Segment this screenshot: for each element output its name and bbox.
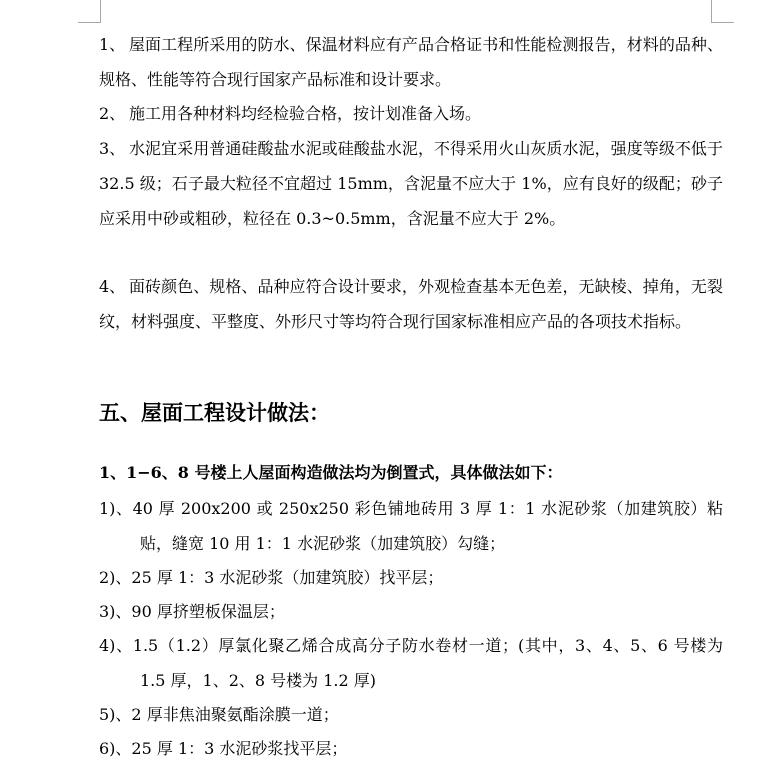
top-right-corner-mark (711, 0, 734, 23)
construction-step-text: 2)、25 厚 1：3 水泥砂浆（加建筑胶）找平层； (99, 568, 444, 587)
construction-step (99, 491, 723, 561)
construction-step (99, 697, 723, 732)
construction-step (99, 628, 723, 698)
requirement-number: 3、 (99, 139, 126, 158)
requirement-number: 4、 (99, 277, 126, 296)
requirement-number: 2、 (99, 104, 126, 123)
construction-step (99, 594, 723, 629)
requirement-text: 面砖颜色、规格、品种应符合设计要求，外观检查基本无色差，无缺棱、掉角，无裂纹，材料强度、平整度、外形尺寸等均符合现行国家标准相应产品的各项技术指标。 (99, 277, 723, 331)
requirement-number: 1、 (99, 35, 126, 54)
requirement-text: 屋面工程所采用的防水、保温材料应有产品合格证书和性能检测报告，材料的品种、规格、性能等符合现行国家产品标准和设计要求。 (99, 35, 723, 89)
construction-step-text: 5)、2 厚非焦油聚氨酯涂膜一道； (99, 705, 339, 724)
requirement-item (99, 96, 723, 131)
requirement-text: 施工用各种材料均经检验合格，按计划准备入场。 (129, 104, 482, 123)
requirement-item (99, 131, 723, 236)
requirement-text: 水泥宜采用普通硅酸盐水泥或硅酸盐水泥，不得采用火山灰质水泥，强度等级不低于 32.5 级；石子最大粒径不宜超过 15mm，含泥量不应大于 1%，应有良好的级配；砂子应采用中砂或粗砂，粒径在 0.3~0.5mm，含泥量不应大于 2%。 (99, 139, 723, 228)
top-left-corner-mark (78, 0, 101, 23)
construction-step (99, 560, 723, 595)
construction-step-text: 3)、90 厚挤塑板保温层； (99, 602, 285, 621)
construction-step-text: 6)、25 厚 1：3 水泥砂浆找平层； (99, 739, 348, 758)
requirement-item (99, 269, 723, 339)
construction-step-text: 1)、40 厚 200x200 或 250x250 彩色铺地砖用 3 厚 1：1 水泥砂浆（加建筑胶）粘贴，缝宽 10 用 1：1 水泥砂浆（加建筑胶）勾缝； (99, 499, 723, 553)
construction-step-text: 4)、1.5（1.2）厚氯化聚乙烯合成高分子防水卷材一道；(其中，3、4、5、6 号楼为 1.5 厚，1、2、8 号楼为 1.2 厚) (99, 636, 723, 690)
section-heading: 五、屋面工程设计做法： (99, 400, 330, 425)
section-subheading: 1、1−6、8 号楼上人屋面构造做法均为倒置式，具体做法如下： (99, 463, 563, 482)
requirement-item (99, 27, 723, 97)
